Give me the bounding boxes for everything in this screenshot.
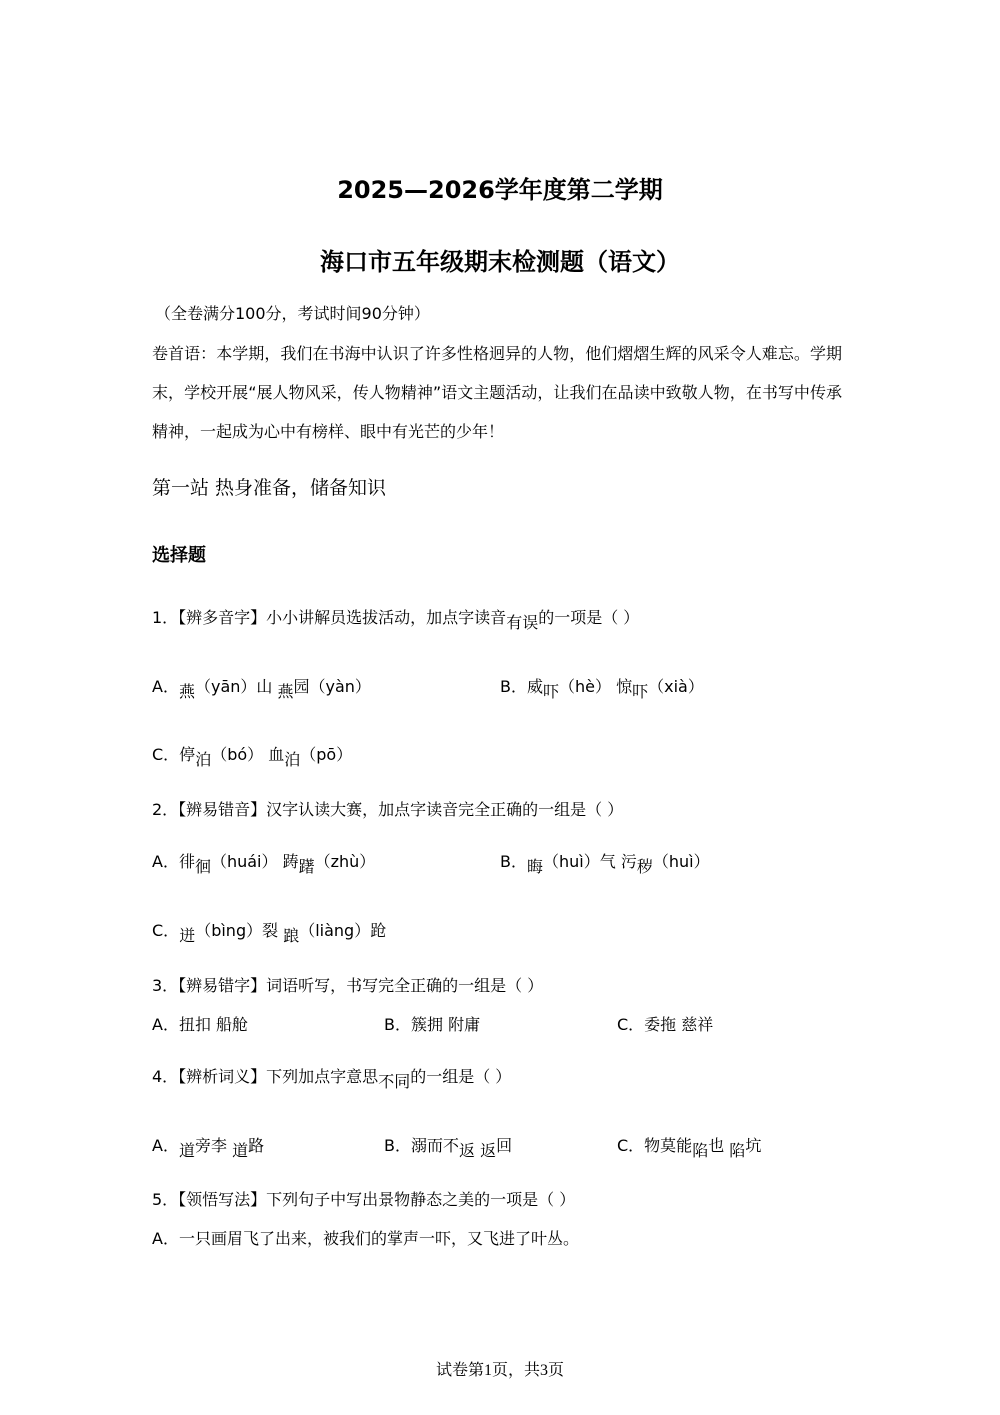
page-footer: 试卷第1页，共3页 — [435, 1362, 564, 1379]
question-2-option-c[interactable]: C．迸（bìng）裂 踉（liàng）跄 — [152, 921, 387, 945]
question-4-option-c[interactable]: C．物莫能陷也 陷坑 — [617, 1136, 762, 1160]
question-5-option-a[interactable]: A．一只画眉飞了出来，被我们的掌声一吓，又飞进了叶丛。 — [152, 1229, 579, 1248]
question-4-option-b[interactable]: B．溺而不返 返回 — [384, 1136, 513, 1160]
question-4-stem: 4．【辨析词义】下列加点字意思不同的一组是（ ） — [152, 1067, 512, 1091]
question-3-option-a[interactable]: A．扭扣 船舱 — [152, 1015, 249, 1034]
question-4-option-a[interactable]: A．道旁李 道路 — [152, 1136, 265, 1160]
question-1-option-c[interactable]: C．停泊（bó） 血泊（pō） — [152, 745, 353, 769]
question-3-stem: 3．【辨易错字】词语听写，书写完全正确的一组是（ ） — [152, 976, 544, 995]
question-3-option-c[interactable]: C．委拖 慈祥 — [617, 1015, 714, 1034]
emphasis-text: 不同 — [378, 1072, 411, 1091]
exam-info: （全卷满分100分，考试时间90分钟） — [155, 304, 430, 323]
question-2-option-b[interactable]: B．晦（huì）气 污秽（huì） — [500, 852, 710, 876]
station-heading: 第一站 热身准备，储备知识 — [152, 477, 387, 499]
question-3-option-b[interactable]: B．簇拥 附庸 — [384, 1015, 481, 1034]
question-2-option-a[interactable]: A．徘徊（huái） 踌躇（zhù） — [152, 852, 376, 876]
section-heading-choice: 选择题 — [152, 545, 206, 566]
exam-title-line1: 2025—2026学年度第二学期 — [337, 176, 663, 204]
question-1-stem: 1．【辨多音字】小小讲解员选拔活动，加点字读音有误的一项是（ ） — [152, 608, 640, 632]
exam-title-line2: 海口市五年级期末检测题（语文） — [320, 248, 680, 276]
question-5-stem: 5．【领悟写法】下列句子中写出景物静态之美的一项是（ ） — [152, 1190, 576, 1209]
emphasis-text: 有误 — [506, 613, 539, 632]
question-1-option-a[interactable]: A．燕（yān）山 燕园（yàn） — [152, 677, 371, 701]
question-2-stem: 2．【辨易错音】汉字认读大赛，加点字读音完全正确的一组是（ ） — [152, 800, 624, 819]
intro-paragraph: 卷首语：本学期，我们在书海中认识了许多性格迥异的人物，他们熠熠生辉的风采令人难忘。学期末，学校开展“展人物风采，传人物精神”语文主题活动，让我们在品读中致敬人物，在书写中传承精神，一起成为心中有榜样、眼中有光芒的少年！ — [152, 344, 842, 441]
question-1-option-b[interactable]: B．威吓（hè） 惊吓（xià） — [500, 677, 704, 701]
